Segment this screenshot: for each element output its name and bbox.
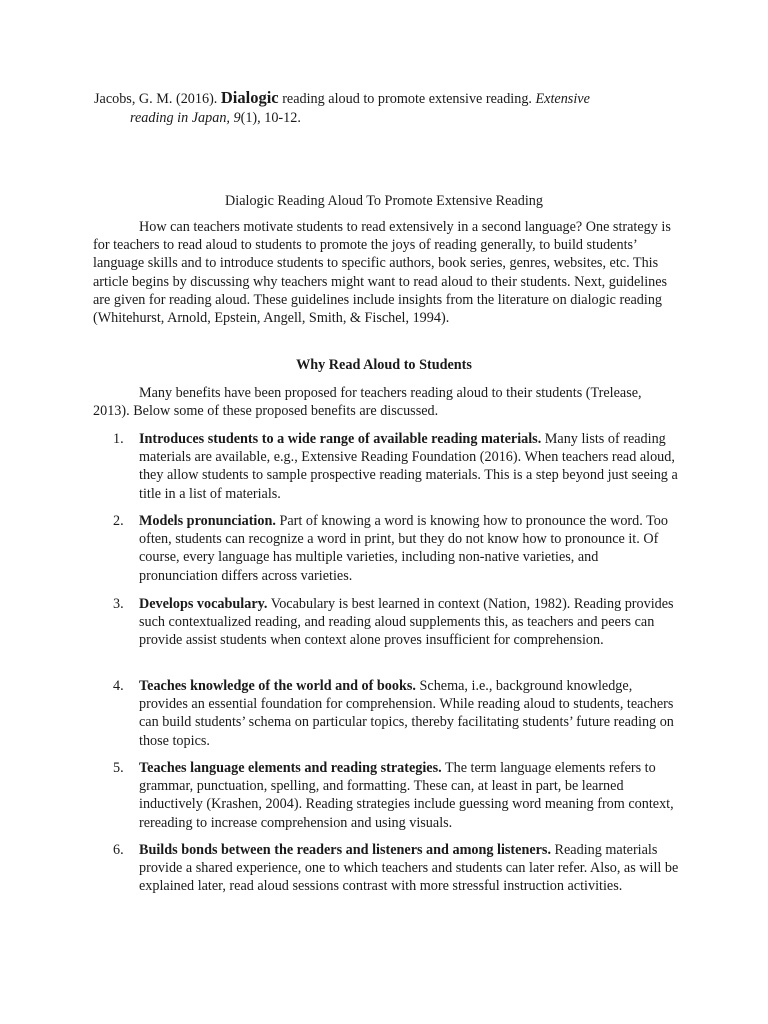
reference-citation — [94, 88, 674, 128]
intro-paragraph: How can teachers motivate students to read extensively in a second language? One strategy is for teachers to read aloud to students to promote the joys of reading generally, to build students’ language skills and to introduce students to specific authors, book series, genres, websites, etc. This article begins by discussing why teachers might want to read aloud to their students. Next, guidelines are given for reading aloud. These guidelines include insights from the literature on dialogic reading (Whitehurst, Arnold, Epstein, Angell, Smith, & Fischel, 1994). — [93, 219, 671, 327]
list-item-text: Schema, i.e., background knowledge, provides an essential foundation for comprehension. While reading aloud to students, teachers can build students’ schema on particular topics, thereby facilitating students’ future reading on those topics. — [139, 678, 674, 749]
list-item-number: 5. — [113, 760, 124, 776]
list-item-text: The term language elements refers to grammar, punctuation, spelling, and formatting. These can, at least in part, be learned inductively (Krashen, 2004). Reading strategies include guessing word meaning from context, rereading to increase comprehension and using visuals. — [139, 760, 674, 831]
list-item-lead: Models pronunciation. — [139, 513, 276, 529]
list-item — [113, 841, 679, 896]
section-heading: Why Read Aloud to Students — [296, 357, 472, 373]
citation-authors: Jacobs, G. M. (2016). — [94, 91, 221, 107]
list-item-number: 6. — [113, 842, 124, 858]
list-item-number: 3. — [113, 596, 124, 612]
list-item — [113, 512, 679, 585]
list-item-number: 1. — [113, 431, 124, 447]
list-item — [113, 595, 679, 650]
list-item — [113, 759, 679, 832]
list-item-text: Many lists of reading materials are available, e.g., Extensive Reading Foundation (2016). When teachers read aloud, they allow students to sample prospective reading materials. This is a step beyond just seeing a title in a list of materials. — [139, 431, 678, 502]
list-item — [113, 430, 679, 503]
list-item-text: Reading materials provide a shared experience, one to which teachers and students can later refer. Also, as will be explained later, read aloud sessions contrast with more stressful instruction activities. — [139, 842, 679, 895]
list-item — [113, 677, 679, 750]
list-item-number: 2. — [113, 513, 124, 529]
list-item-lead: Introduces students to a wide range of available reading materials. — [139, 431, 542, 447]
list-item-lead: Teaches knowledge of the world and of books. — [139, 678, 416, 694]
citation-journal-b: reading in Japan, 9 — [130, 110, 241, 126]
list-item-text: Part of knowing a word is knowing how to pronounce the word. Too often, students can recognize a word in print, but they do not know how to pronounce it. Of course, every language has multiple varieties, including non-native varieties, and pronunciation differs across varieties. — [139, 513, 668, 584]
citation-title-keyword: Dialogic — [220, 88, 279, 107]
article-title: Dialogic Reading Aloud To Promote Extensive Reading — [225, 193, 543, 209]
list-item-text: Vocabulary is best learned in context (Nation, 1982). Reading provides such contextualized reading, and reading aloud supplements this, as teachers and peers can provide assist students when context alone proves insufficient for comprehension. — [139, 596, 674, 649]
citation-journal-a: Extensive — [535, 91, 590, 107]
citation-title-rest: reading aloud to promote extensive reading. — [278, 91, 536, 107]
list-item-lead: Builds bonds between the readers and listeners and among listeners. — [139, 842, 551, 858]
section-intro-paragraph: Many benefits have been proposed for teachers reading aloud to their students (Trelease, 2013). Below some of these proposed benefits are discussed. — [93, 385, 642, 420]
list-item-lead: Develops vocabulary. — [139, 596, 268, 612]
list-item-number: 4. — [113, 678, 124, 694]
citation-issue-pages: (1), 10-12. — [240, 110, 301, 126]
list-item-lead: Teaches language elements and reading strategies. — [139, 760, 442, 776]
